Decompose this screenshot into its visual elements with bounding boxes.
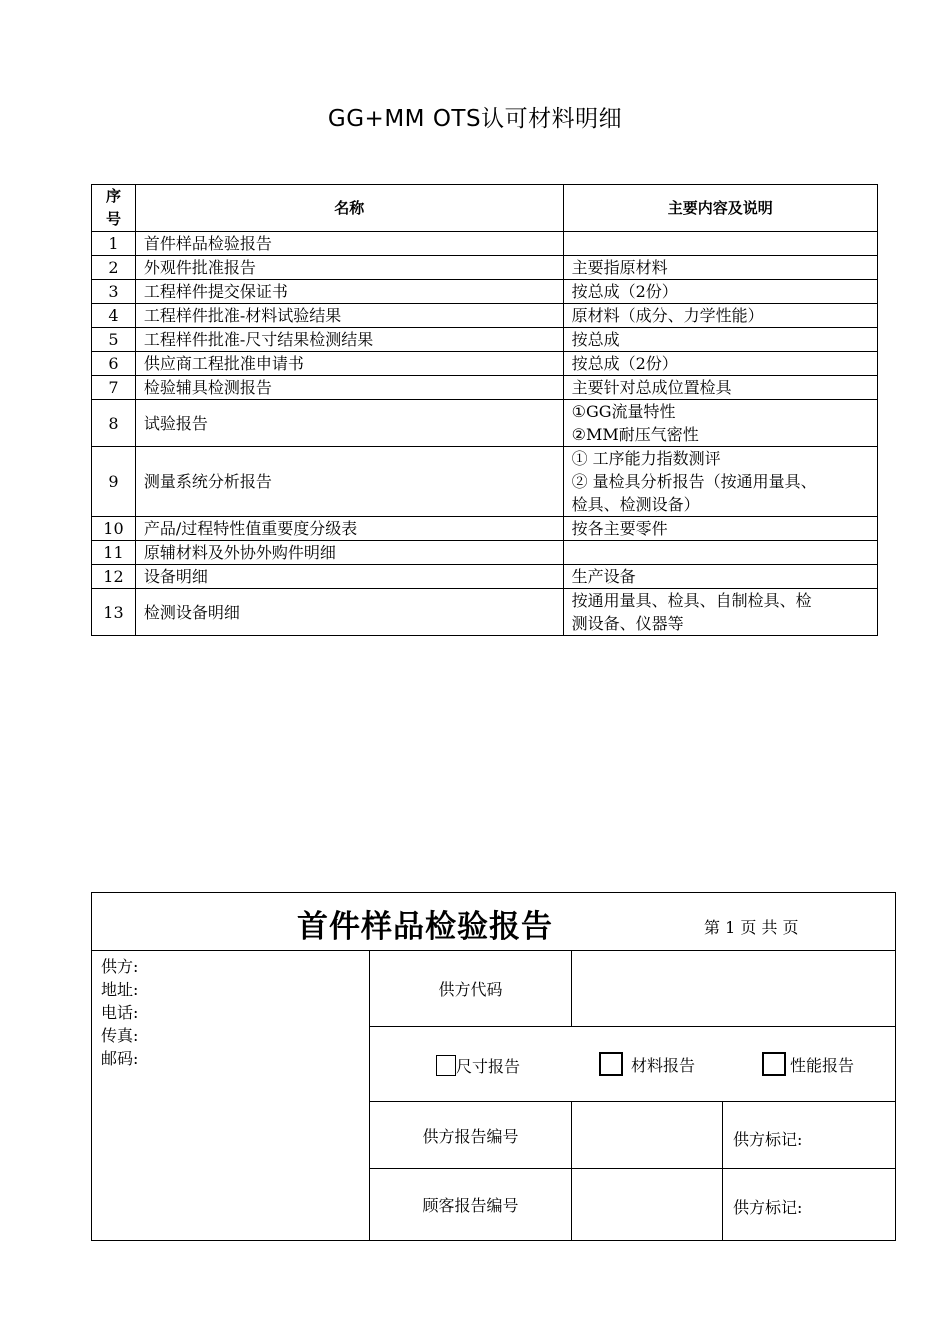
checkbox-performance-group[interactable] — [762, 1052, 854, 1076]
description-line — [572, 232, 869, 255]
supplier-mark-label-1[interactable]: 供方标记: — [723, 1102, 895, 1169]
row-name: 测量系统分析报告 — [135, 447, 563, 517]
page-info: 第 1 页 共 页 — [704, 918, 799, 937]
header-no: 序号 — [92, 185, 136, 232]
description-line: ① 工序能力指数测评 — [571, 449, 721, 468]
table-row — [92, 304, 878, 328]
table-row — [92, 280, 878, 304]
row-description — [563, 376, 877, 400]
supplier-report-no-input[interactable] — [572, 1102, 723, 1169]
description-line: 原材料（成分、力学性能） — [571, 306, 764, 325]
table-row — [92, 565, 878, 589]
row-name: 原辅材料及外协外购件明细 — [135, 541, 563, 565]
description-line: 按总成（2份） — [571, 282, 678, 301]
description-line: 主要指原材料 — [571, 258, 668, 277]
row-description — [563, 400, 877, 447]
row-number: 9 — [92, 447, 136, 517]
row-description — [563, 541, 877, 565]
row-number: 10 — [92, 517, 136, 541]
checkbox-dimension[interactable] — [436, 1055, 456, 1076]
row-name: 工程样件提交保证书 — [135, 280, 563, 304]
description-line: ②MM耐压气密性 — [571, 425, 699, 444]
description-line: 生产设备 — [571, 567, 636, 586]
description-line — [572, 541, 869, 564]
supplier-code-input[interactable] — [572, 951, 895, 1027]
supplier-code-label: 供方代码 — [370, 951, 572, 1027]
checkbox-dimension-label: 尺寸报告 — [456, 1057, 521, 1076]
row-number: 2 — [92, 256, 136, 280]
row-name: 检测设备明细 — [135, 589, 563, 636]
customer-report-no-input[interactable] — [572, 1169, 723, 1240]
row-name: 首件样品检验报告 — [135, 232, 563, 256]
row-name: 设备明细 — [135, 565, 563, 589]
row-number: 13 — [92, 589, 136, 636]
checkbox-material-label: 材料报告 — [631, 1055, 696, 1075]
row-description — [563, 447, 877, 517]
row-name: 产品/过程特性值重要度分级表 — [135, 517, 563, 541]
first-sample-report-form — [91, 892, 896, 1241]
table-row — [92, 328, 878, 352]
table-header-row — [92, 185, 878, 232]
supplier-info-cell[interactable] — [92, 951, 370, 1240]
checkbox-performance-label: 性能报告 — [790, 1055, 855, 1075]
row-number: 5 — [92, 328, 136, 352]
supplier-mark-label-2[interactable]: 供方标记: — [733, 1198, 803, 1217]
checkbox-performance[interactable] — [762, 1052, 786, 1076]
row-description — [563, 328, 877, 352]
supplier-field: 供方: — [101, 957, 139, 976]
description-line: 按各主要零件 — [571, 519, 668, 538]
table-row — [92, 589, 878, 636]
row-name: 工程样件批准-材料试验结果 — [135, 304, 563, 328]
row-name: 工程样件批准-尺寸结果检测结果 — [135, 328, 563, 352]
row-number: 7 — [92, 376, 136, 400]
row-number: 11 — [92, 541, 136, 565]
description-line: ①GG流量特性 — [571, 402, 676, 421]
description-line: 主要针对总成位置检具 — [571, 378, 732, 397]
table-row — [92, 447, 878, 517]
supplier-info-lines — [101, 955, 138, 1070]
customer-report-no-label: 顾客报告编号 — [370, 1169, 572, 1240]
phone-field: 电话: — [101, 1003, 139, 1022]
supplier-report-no-label: 供方报告编号 — [370, 1102, 572, 1169]
row-number: 12 — [92, 565, 136, 589]
table-row — [92, 352, 878, 376]
address-field: 地址: — [101, 980, 139, 999]
row-number: 6 — [92, 352, 136, 376]
row-description — [563, 589, 877, 636]
row-description — [563, 304, 877, 328]
row-name: 外观件批准报告 — [135, 256, 563, 280]
header-name: 名称 — [135, 185, 563, 232]
table-row — [92, 376, 878, 400]
description-line: 按通用量具、检具、自制检具、检 — [571, 591, 812, 610]
row-number: 3 — [92, 280, 136, 304]
row-name: 供应商工程批准申请书 — [135, 352, 563, 376]
checkbox-material[interactable] — [599, 1052, 623, 1076]
table-row — [92, 400, 878, 447]
description-line: 检具、检测设备） — [571, 495, 700, 514]
row-description — [563, 232, 877, 256]
row-description — [563, 517, 877, 541]
table-row — [92, 232, 878, 256]
row-description — [563, 256, 877, 280]
header-desc: 主要内容及说明 — [563, 185, 877, 232]
description-line: 测设备、仪器等 — [571, 614, 684, 633]
ots-materials-table — [91, 184, 878, 636]
postcode-field: 邮码: — [101, 1049, 139, 1068]
row-description — [563, 565, 877, 589]
report-title: 首件样品检验报告 — [297, 909, 553, 945]
row-description — [563, 280, 877, 304]
row-number: 4 — [92, 304, 136, 328]
description-line: ② 量检具分析报告（按通用量具、 — [571, 472, 817, 491]
checkbox-dimension-group[interactable] — [436, 1054, 520, 1077]
checkbox-material-group[interactable] — [599, 1052, 695, 1076]
description-line: 按总成（2份） — [571, 354, 678, 373]
row-number: 1 — [92, 232, 136, 256]
row-description — [563, 352, 877, 376]
fax-field: 传真: — [101, 1026, 139, 1045]
table-row — [92, 256, 878, 280]
report-type-checkboxes — [370, 1027, 895, 1102]
row-name: 试验报告 — [135, 400, 563, 447]
table-row — [92, 517, 878, 541]
row-name: 检验辅具检测报告 — [135, 376, 563, 400]
table-row — [92, 541, 878, 565]
description-line: 按总成 — [571, 330, 620, 349]
row-number: 8 — [92, 400, 136, 447]
report-header — [92, 893, 895, 951]
document-title: GG+MM OTS认可材料明细 — [327, 106, 623, 132]
